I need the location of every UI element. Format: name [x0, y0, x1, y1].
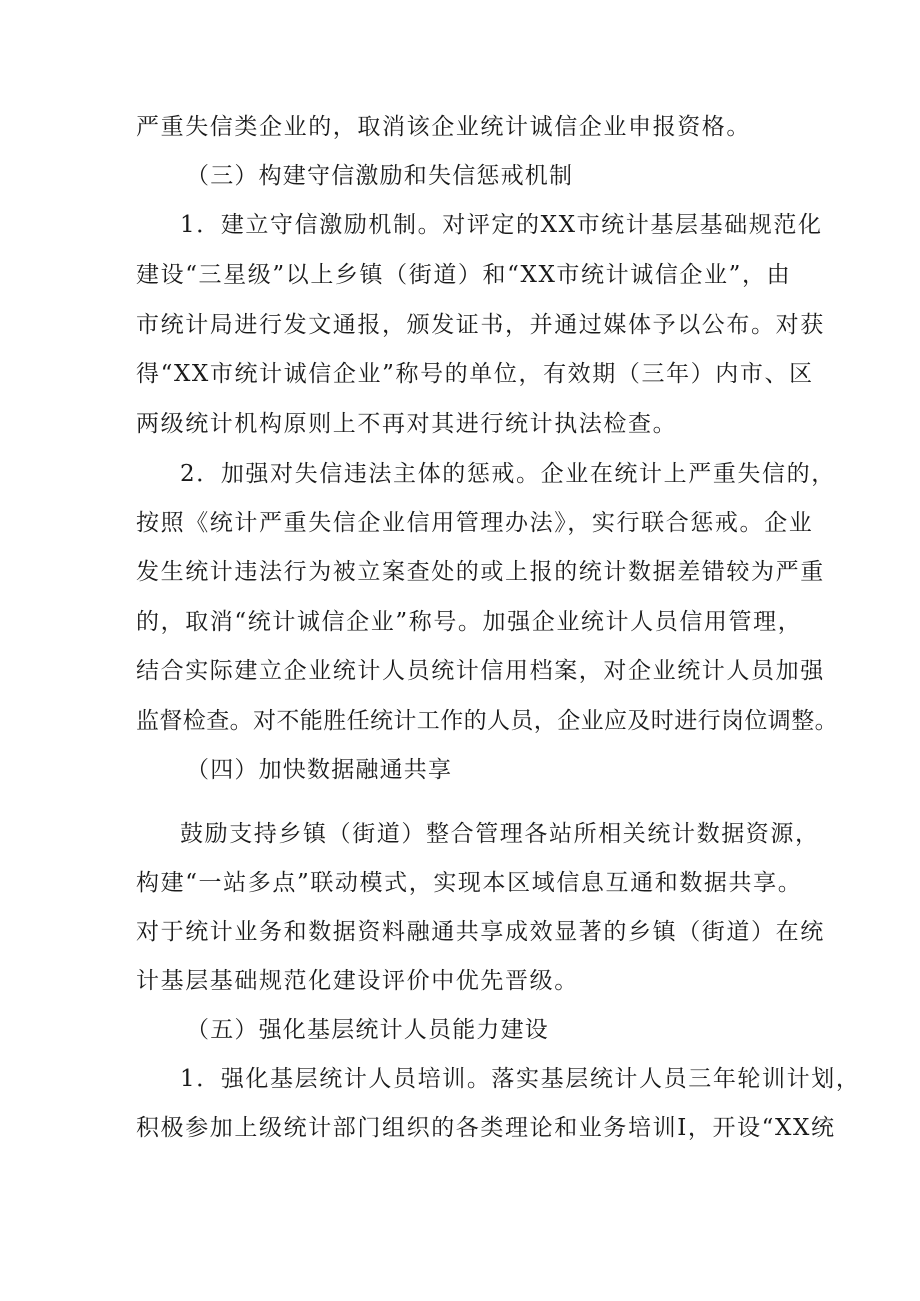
section-heading-three: （三）构建守信激励和失信惩戒机制: [186, 163, 574, 189]
paragraph-line: 发生统计违法行为被立案查处的或上报的统计数据差错较为严重: [136, 559, 825, 585]
paragraph-line: 两级统计机构原则上不再对其进行统计执法检查。: [136, 411, 678, 437]
paragraph-line: 严重失信类企业的，取消该企业统计诚信企业申报资格。: [136, 114, 751, 140]
paragraph-line: 构建“一站多点”联动模式，实现本区域信息互通和数据共享。: [136, 870, 803, 896]
paragraph-line: 按照《统计严重失信企业信用管理办法》，实行联合惩戒。企业: [136, 510, 814, 536]
paragraph-line: 的，取消“统计诚信企业”称号。加强企业统计人员信用管理，: [136, 609, 803, 635]
paragraph-line: 1．强化基层统计人员培训。落实基层统计人员三年轮训计划，: [180, 1066, 861, 1092]
section-heading-five: （五）强化基层统计人员能力建设: [186, 1017, 549, 1043]
section-heading-four: （四）加快数据融通共享: [186, 757, 453, 783]
paragraph-line: 监督检查。对不能胜任统计工作的人员，企业应及时进行岗位调整。: [136, 708, 838, 734]
paragraph-line: 积极参加上级统计部门组织的各类理论和业务培训I，开设“XX统: [136, 1115, 836, 1141]
paragraph-line: 鼓励支持乡镇（街道）整合管理各站所相关统计数据资源，: [180, 821, 820, 847]
paragraph-line: 得“XX市统计诚信企业”称号的单位，有效期（三年）内市、区: [136, 361, 814, 387]
paragraph-line: 市统计局进行发文通报，颁发证书，并通过媒体予以公布。对获: [136, 312, 825, 338]
paragraph-line: 计基层基础规范化建设评价中优先晋级。: [136, 968, 579, 994]
paragraph-line: 对于统计业务和数据资料融通共享成效显著的乡镇（街道）在统: [136, 919, 825, 945]
paragraph-line: 建设“三星级”以上乡镇（街道）和“XX市统计诚信企业”，由: [136, 262, 792, 288]
paragraph-line: 结合实际建立企业统计人员统计信用档案，对企业统计人员加强: [136, 658, 825, 684]
paragraph-line: 1．建立守信激励机制。对评定的XX市统计基层基础规范化: [180, 212, 823, 238]
paragraph-line: 2．加强对失信违法主体的惩戒。企业在统计上严重失信的，: [180, 461, 836, 487]
